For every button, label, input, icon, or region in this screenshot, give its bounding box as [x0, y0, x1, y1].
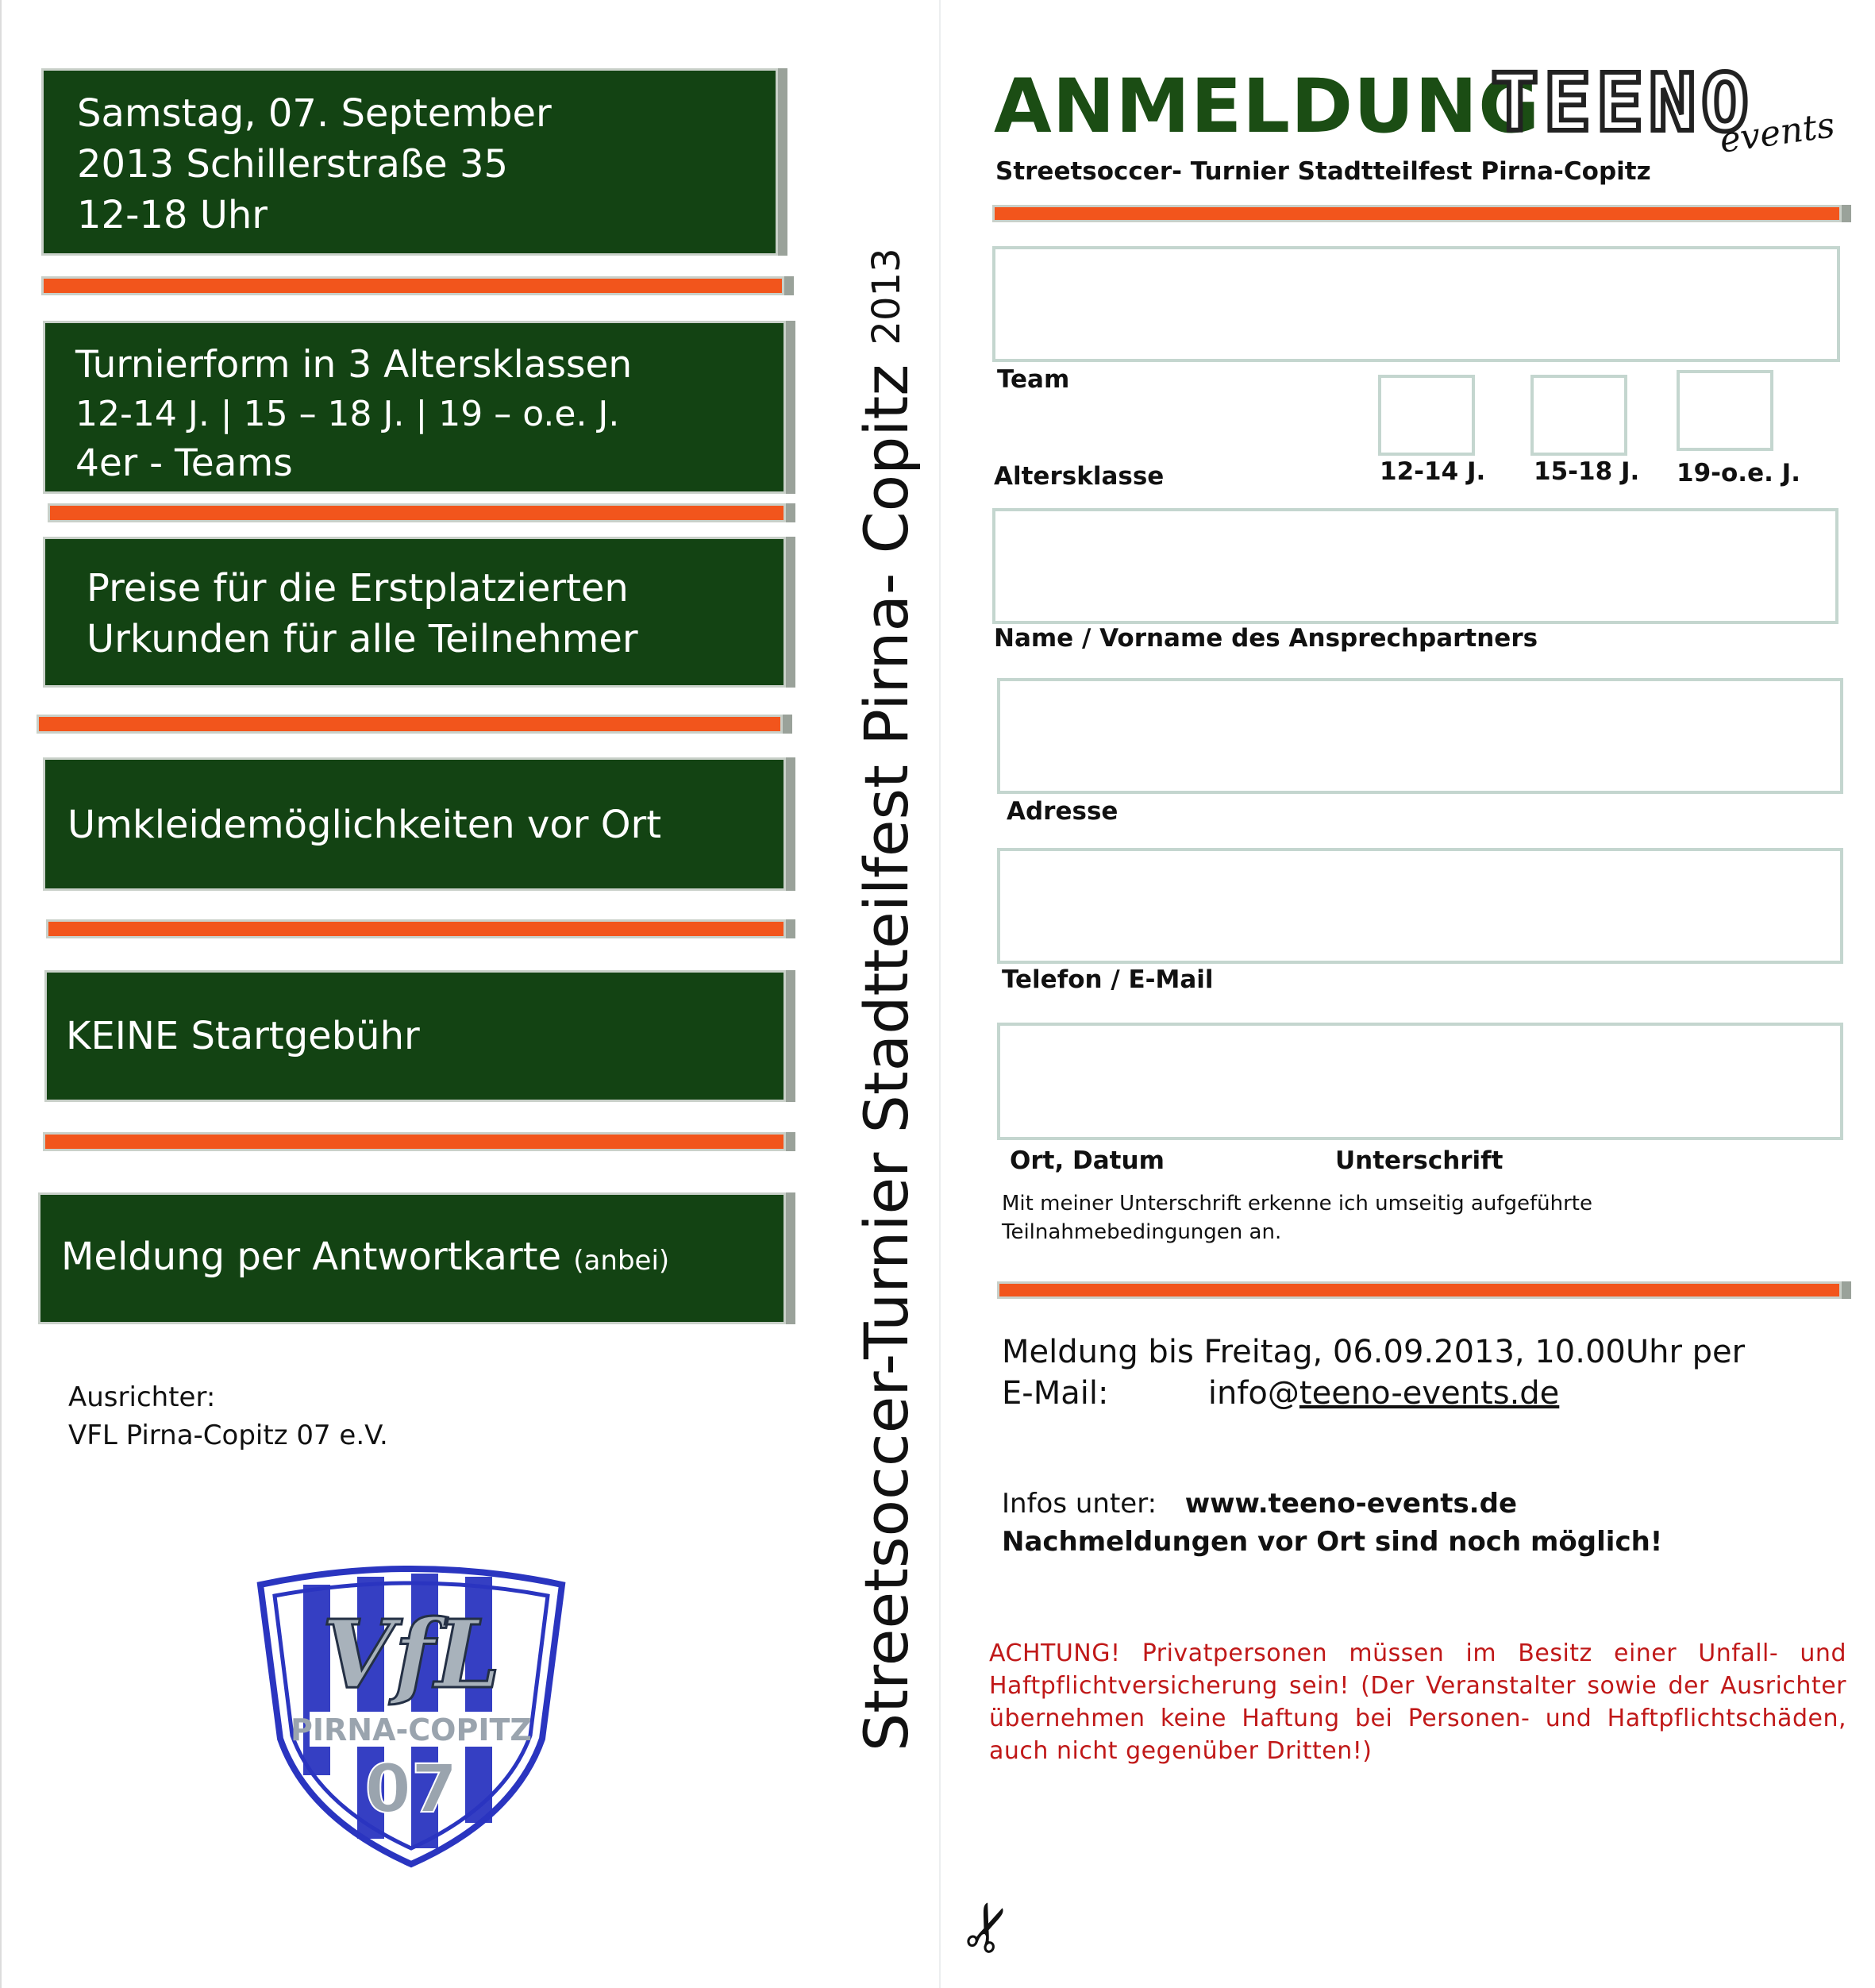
- phone-email-label: Telefon / E-Mail: [1002, 965, 1214, 994]
- tournament-line-3: 4er - Teams: [75, 441, 293, 485]
- fold-line: [939, 0, 941, 1988]
- teeno-logo-main: TEENO: [1491, 56, 1754, 149]
- registration-box: [38, 1192, 786, 1324]
- club-logo: [252, 1556, 570, 1874]
- place-date-label: Ort, Datum: [1010, 1146, 1165, 1175]
- age-option-label: 15-18 J.: [1534, 457, 1640, 486]
- no-fee-text: KEINE Startgebühr: [66, 1014, 420, 1058]
- age-checkbox-12-14[interactable]: [1378, 375, 1475, 456]
- no-fee-box: [44, 970, 786, 1102]
- altersklasse-label: Altersklasse: [994, 462, 1165, 491]
- teeno-logo-sub: events: [1717, 105, 1838, 161]
- divider-bar: [992, 205, 1842, 222]
- tournament-line-1: Turnierform in 3 Altersklassen: [75, 343, 633, 387]
- logo-vfl-text: VfL: [321, 1599, 501, 1709]
- date-line-3: 12-18 Uhr: [77, 193, 268, 237]
- logo-year-text: 07: [364, 1750, 458, 1828]
- vertical-title-year: 2013: [864, 248, 909, 345]
- vertical-title-text: Streetsoccer-Turnier Stadtteilfest Pirna- Copitz: [851, 364, 922, 1751]
- tournament-line-2: 12-14 J. | 15 – 18 J. | 19 – o.e. J.: [75, 394, 620, 434]
- phone-email-field[interactable]: [997, 848, 1843, 964]
- divider-bar: [46, 919, 786, 938]
- form-subtitle: Streetsoccer- Turnier Stadtteilfest Pirna-Copitz: [995, 157, 1651, 186]
- deadline-email-label: E-Mail:: [1002, 1375, 1109, 1412]
- team-field[interactable]: [992, 246, 1840, 362]
- registration-text: Meldung per Antwortkarte: [61, 1235, 562, 1279]
- age-checkbox-15-18[interactable]: [1530, 375, 1627, 456]
- date-line-2: 2013 Schillerstraße 35: [77, 142, 509, 187]
- divider-bar: [41, 276, 784, 295]
- page-heading: ANMELDUNG: [994, 64, 1541, 150]
- signature-field[interactable]: [997, 1023, 1843, 1140]
- deadline-email-prefix: info@: [1207, 1375, 1299, 1412]
- contact-name-field[interactable]: [992, 508, 1838, 624]
- divider-bar: [997, 1281, 1842, 1299]
- infos-url-link[interactable]: www.teeno-events.de: [1184, 1488, 1517, 1520]
- team-label: Team: [997, 365, 1070, 394]
- changing-rooms-text: Umkleidemöglichkeiten vor Ort: [67, 803, 662, 847]
- infos-label: Infos unter:: [1002, 1488, 1157, 1520]
- scissors-icon: ✂: [944, 1890, 1033, 1966]
- deadline-email-link[interactable]: teeno-events.de: [1299, 1375, 1560, 1412]
- warning-text: ACHTUNG! Privatpersonen müssen im Besitz einer Unfall- und Haftpflichtversicherung sein! (Der Veranstalter sowie der Ausrichter übernehmen keine Haftung bei Personen- und Haftpflichtschäden, auch nicht gegenüber Dritten!): [989, 1639, 1846, 1765]
- tournament-box: [43, 321, 786, 494]
- date-box: [41, 68, 778, 256]
- logo-club-text: PIRNA-COPITZ: [291, 1713, 532, 1747]
- age-checkbox-19-oe[interactable]: [1677, 370, 1773, 451]
- late-registration-text: Nachmeldungen vor Ort sind noch möglich!: [1002, 1526, 1663, 1558]
- registration-small: (anbei): [573, 1245, 670, 1277]
- signature-label: Unterschrift: [1335, 1146, 1503, 1175]
- changing-rooms-box: [43, 757, 786, 891]
- divider-bar: [48, 503, 786, 522]
- address-label: Adresse: [1007, 797, 1118, 826]
- consent-text: Mit meiner Unterschrift erkenne ich umseitig aufgeführte Teilnahmebedingungen an.: [1002, 1192, 1592, 1244]
- prizes-box: [43, 537, 786, 688]
- age-option-label: 19-o.e. J.: [1677, 459, 1800, 487]
- prizes-line-1: Preise für die Erstplatzierten: [87, 566, 629, 611]
- infos-row: [1002, 1488, 1517, 1520]
- prizes-line-2: Urkunden für alle Teilnehmer: [87, 617, 638, 661]
- deadline-line-1: Meldung bis Freitag, 06.09.2013, 10.00Uhr per: [1002, 1334, 1746, 1370]
- deadline-email-row: [1002, 1375, 1559, 1412]
- organizer-label: Ausrichter:: [68, 1381, 216, 1413]
- divider-bar: [43, 1132, 786, 1151]
- contact-name-label: Name / Vorname des Ansprechpartners: [994, 624, 1538, 653]
- organizer-name: VFL Pirna-Copitz 07 e.V.: [68, 1420, 388, 1451]
- divider-bar: [37, 715, 783, 734]
- age-option-label: 12-14 J.: [1380, 457, 1486, 486]
- teeno-logo: [1491, 56, 1840, 161]
- page-left-border: [0, 0, 2, 1988]
- date-line-1: Samstag, 07. September: [77, 91, 552, 136]
- address-field[interactable]: [997, 678, 1843, 794]
